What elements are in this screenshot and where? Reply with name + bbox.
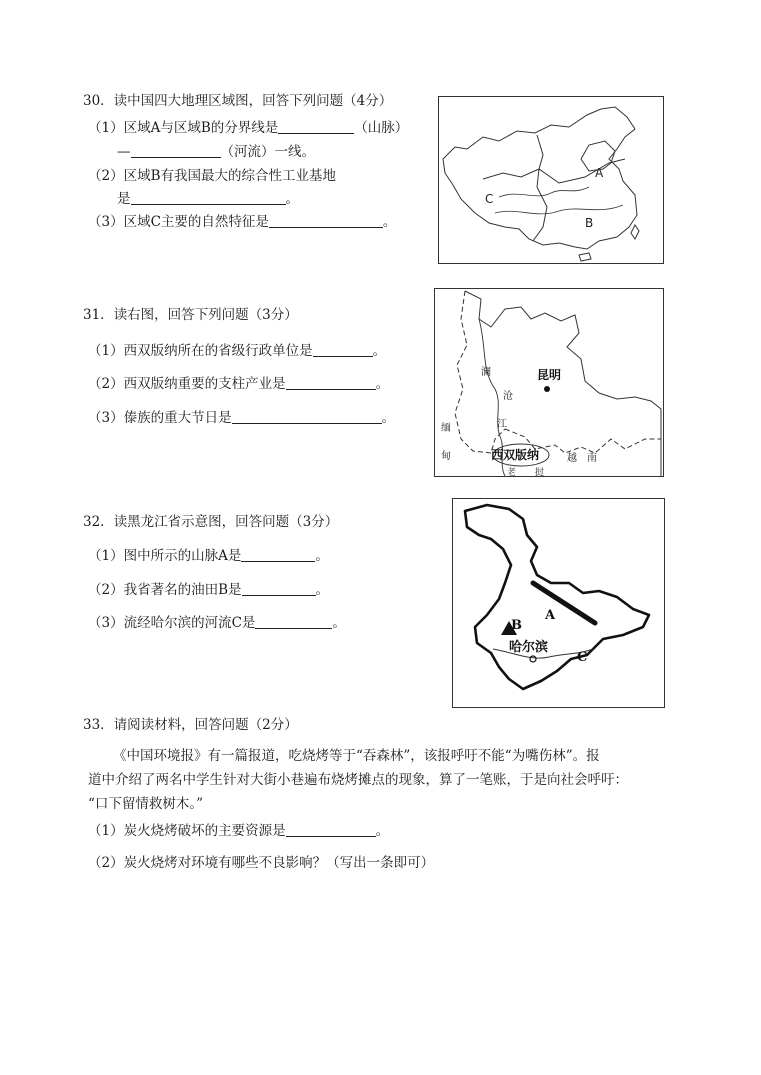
q31-suffix-1: 。	[372, 343, 387, 359]
q33-paragraph-line-2: 道中介绍了两名中学生针对大街小巷遍布烧烤摊点的现象，算了一笔账，于是向社会呼吁：	[88, 772, 628, 788]
q30-prompt-2: —	[117, 144, 131, 160]
q32-prompt-3: （3）流经哈尔滨的河流C是	[88, 615, 256, 631]
laos-char-1: 老	[507, 468, 517, 476]
q32-prompt-2: （2）我省著名的油田B是	[88, 582, 242, 598]
map30-label-b: B	[585, 216, 594, 230]
q31-answer-blank-3[interactable]	[232, 409, 382, 424]
q32-prompt-1: （1）图中所示的山脉A是	[88, 548, 242, 564]
q31-answer-blank-2[interactable]	[286, 375, 376, 390]
harbin-marker	[530, 656, 536, 662]
q31-line-2	[88, 375, 389, 393]
river-yellow	[499, 187, 589, 197]
q32-answer-blank-2[interactable]	[242, 581, 316, 596]
q33-prompt-1: （1）炭火烧烤破坏的主要资源是	[88, 823, 286, 839]
q30-prompt-3: 是	[117, 191, 131, 207]
q32-title: 32．读黑龙江省示意图，回答问题（3分）	[83, 514, 339, 530]
q31-prompt-2: （2）西双版纳重要的支柱产业是	[88, 376, 286, 392]
taiwan-island	[631, 225, 639, 239]
map32-label-b: B	[511, 618, 522, 633]
q32-line-1	[88, 547, 329, 565]
china-regions-map	[438, 96, 664, 264]
q33-paragraph-line-3: “口下留情救树木。”	[88, 796, 204, 812]
china-outline	[443, 107, 637, 249]
river-char-2: 沧	[503, 391, 513, 402]
kunming-label: 昆明	[537, 368, 562, 382]
q30-suffix-4: 。	[382, 214, 397, 230]
map32-label-a: A	[545, 608, 556, 623]
map32-label-c: C	[577, 650, 588, 665]
q32-suffix-1: 。	[315, 548, 329, 564]
q30-suffix-2: （河流）一线。	[220, 144, 315, 160]
q30-answer-blank-3[interactable]	[131, 190, 286, 205]
map30-label-a: A	[595, 166, 604, 180]
q30-title: 30．读中国四大地理区域图，回答下列问题（4分）	[83, 93, 393, 109]
q32-answer-blank-1[interactable]	[241, 547, 315, 562]
q30-answer-blank-4[interactable]	[269, 213, 383, 228]
q30-line-2	[117, 143, 315, 161]
myanmar-char-2: 甸	[441, 451, 451, 462]
region-divider-west	[533, 135, 547, 241]
q31-suffix-2: 。	[375, 376, 390, 392]
vietnam-label: 越 南	[567, 453, 597, 464]
harbin-label: 哈尔滨	[509, 640, 549, 655]
q31-title: 31．读右图，回答下列问题（3分）	[83, 307, 298, 323]
q31-prompt-3: （3）傣族的重大节日是	[88, 410, 232, 426]
kunming-marker	[544, 386, 550, 392]
q31-prompt-1: （1）西双版纳所在的省级行政单位是	[88, 343, 313, 359]
q30-prompt-4: （3）区域C主要的自然特征是	[88, 214, 269, 230]
q30-line-1	[88, 119, 408, 137]
q33-title: 33．请阅读材料，回答问题（2分）	[83, 717, 298, 733]
q32-answer-blank-3[interactable]	[255, 614, 332, 629]
xishuangbanna-label: 西双版纳	[491, 448, 540, 462]
map30-label-c: C	[485, 192, 494, 206]
q33-paragraph-line-1: 《中国环境报》有一篇报道，吃烧烤等于“吞森林”，该报呼吁不能“为嘴伤林”。报	[113, 748, 600, 764]
q32-line-2	[88, 581, 329, 599]
q30-answer-blank-2[interactable]	[131, 143, 221, 158]
myanmar-char-1: 缅	[441, 423, 451, 434]
region-divider-ns	[483, 159, 625, 183]
q31-line-1	[88, 342, 386, 360]
river-char-3: 江	[497, 419, 507, 430]
q33-answer-blank-1[interactable]	[286, 822, 376, 837]
q30-line-3: （2）区域B有我国最大的综合性工业基地	[88, 168, 337, 184]
q31-suffix-3: 。	[381, 410, 396, 426]
q31-line-3	[88, 409, 395, 427]
hainan-island	[579, 253, 591, 261]
q30-answer-blank-1[interactable]	[278, 119, 354, 134]
q31-answer-blank-1[interactable]	[313, 342, 373, 357]
heilongjiang-map	[452, 498, 665, 708]
q33-line-1	[88, 822, 389, 840]
q32-suffix-3: 。	[332, 615, 346, 631]
q30-prompt-1: （1）区域A与区域B的分界线是	[88, 120, 279, 136]
laos-char-2: 挝	[535, 468, 545, 476]
q32-suffix-2: 。	[315, 582, 330, 598]
river-char-1: 澜	[481, 367, 491, 378]
q30-suffix-3: 。	[285, 191, 299, 207]
q30-suffix-1: （山脉）	[354, 120, 409, 136]
q30-line-4	[117, 190, 299, 208]
q33-suffix-1: 。	[375, 823, 390, 839]
q33-line-2: （2）炭火烧烤对环境有哪些不良影响？（写出一条即可）	[88, 855, 435, 871]
q32-line-3	[88, 614, 346, 632]
mountain-range-a	[533, 583, 595, 623]
yunnan-map	[434, 288, 664, 477]
river-yangtze	[495, 205, 623, 214]
q30-line-5	[88, 213, 396, 231]
